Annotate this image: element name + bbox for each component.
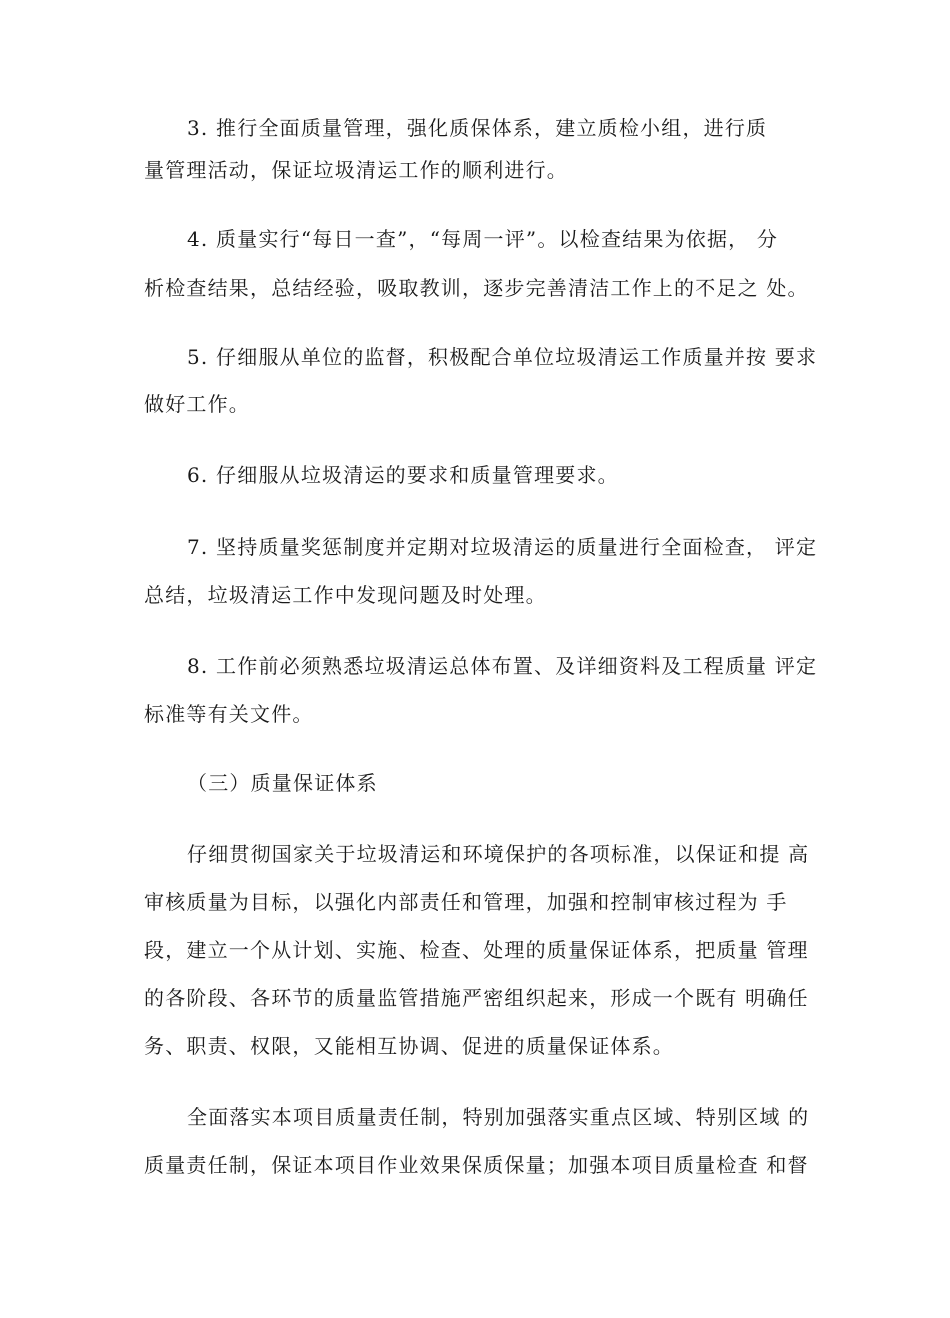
section-heading: （三）质量保证体系 bbox=[187, 771, 378, 795]
item-7-line-1: 7. 坚持质量奖惩制度并定期对垃圾清运的质量进行全面检查， 评定 bbox=[187, 535, 818, 559]
item-4-line-2: 析检查结果，总结经验，吸取教训，逐步完善清洁工作上的不足之 处。 bbox=[144, 276, 809, 300]
paragraph-2-line-1: 全面落实本项目质量责任制，特别加强落实重点区域、特别区域 的 bbox=[187, 1105, 810, 1129]
item-6-line-1: 6. 仔细服从垃圾清运的要求和质量管理要求。 bbox=[187, 463, 619, 487]
paragraph-1-line-5: 务、职责、权限，又能相互协调、促进的质量保证体系。 bbox=[144, 1034, 674, 1058]
item-3-line-1: 3. 推行全面质量管理，强化质保体系，建立质检小组，进行质 bbox=[187, 116, 768, 140]
item-5-line-2: 做好工作。 bbox=[144, 392, 250, 416]
item-3-line-2: 量管理活动，保证垃圾清运工作的顺利进行。 bbox=[144, 158, 568, 182]
paragraph-1-line-4: 的各阶段、各环节的质量监管措施严密组织起来，形成一个既有 明确任 bbox=[144, 986, 809, 1010]
paragraph-1-line-1: 仔细贯彻国家关于垃圾清运和环境保护的各项标准，以保证和提 高 bbox=[187, 842, 810, 866]
item-4-line-1: 4. 质量实行“每日一查”，“每周一评”。以检查结果为依据， 分 bbox=[187, 227, 779, 251]
paragraph-1-line-3: 段，建立一个从计划、实施、检查、处理的质量保证体系，把质量 管理 bbox=[144, 938, 809, 962]
item-8-line-1: 8. 工作前必须熟悉垃圾清运总体布置、及详细资料及工程质量 评定 bbox=[187, 654, 818, 678]
paragraph-1-line-2: 审核质量为目标，以强化内部责任和管理，加强和控制审核过程为 手 bbox=[144, 890, 788, 914]
item-5-line-1: 5. 仔细服从单位的监督，积极配合单位垃圾清运工作质量并按 要求 bbox=[187, 345, 818, 369]
item-7-line-2: 总结，垃圾清运工作中发现问题及时处理。 bbox=[144, 583, 547, 607]
item-8-line-2: 标准等有关文件。 bbox=[144, 702, 314, 726]
paragraph-2-line-2: 质量责任制，保证本项目作业效果保质保量；加强本项目质量检查 和督 bbox=[144, 1153, 809, 1177]
